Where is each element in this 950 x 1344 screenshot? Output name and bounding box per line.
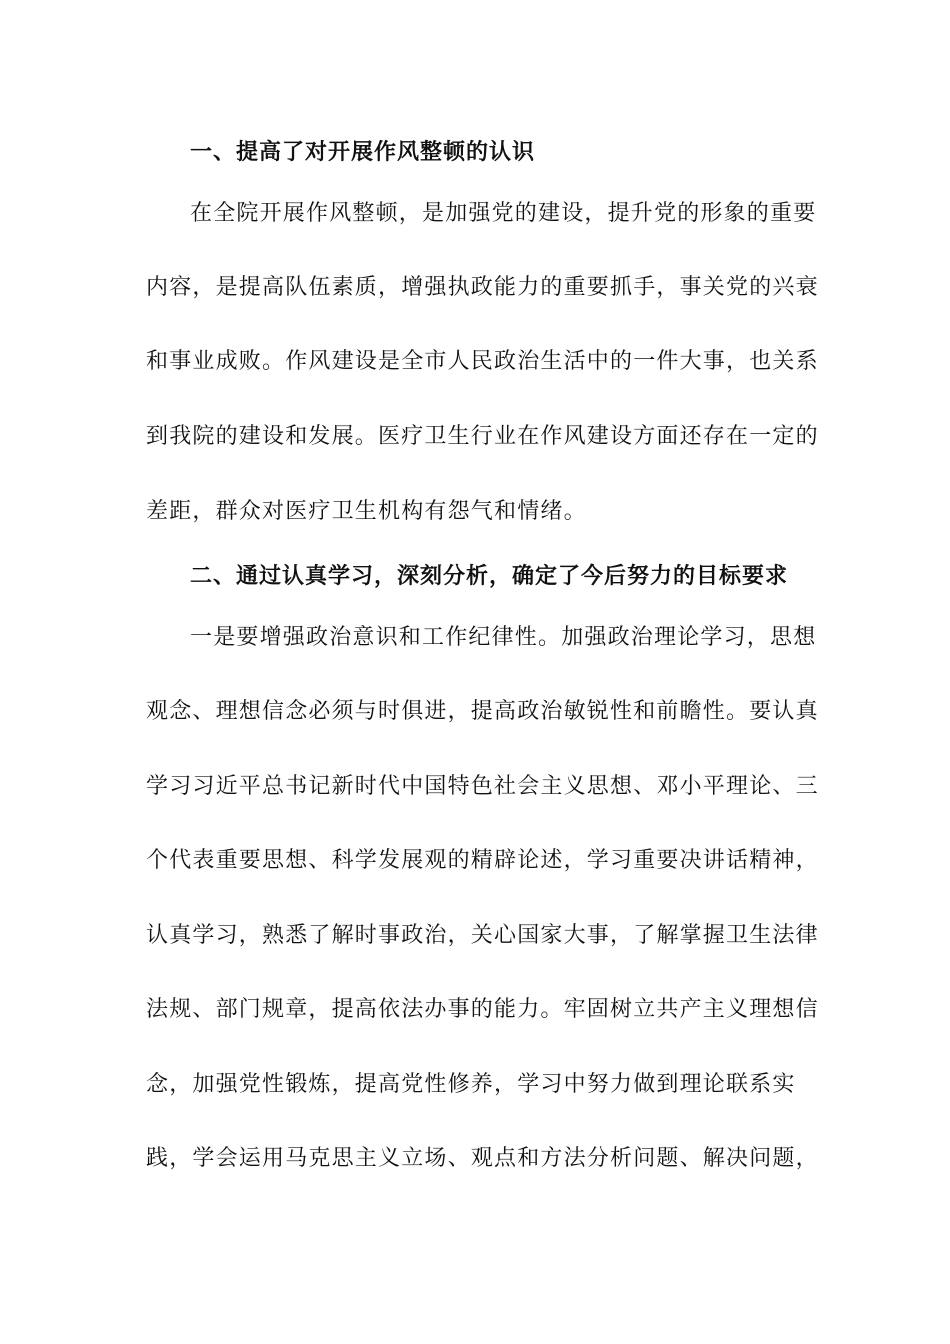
paragraph-line: 践，学会运用马克思主义立场、观点和方法分析问题、解决问题， [146, 1146, 819, 1171]
paragraph-line: 认真学习，熟悉了解时事政治，关心国家大事，了解掌握卫生法律 [146, 923, 819, 948]
paragraph-line: 念，加强党性锻炼，提高党性修养，学习中努力做到理论联系实 [146, 1072, 796, 1097]
section-heading-2: 二、通过认真学习，深刻分析，确定了今后努力的目标要求 [190, 563, 789, 589]
paragraph-line: 在全院开展作风整顿，是加强党的建设，提升党的形象的重要 [190, 201, 817, 226]
paragraph-line: 和事业成败。作风建设是全市人民政治生活中的一件大事，也关系 [146, 349, 819, 374]
paragraph-line: 观念、理想信念必须与时俱进，提高政治敏锐性和前瞻性。要认真 [146, 699, 819, 724]
paragraph-line: 一是要增强政治意识和工作纪律性。加强政治理论学习，思想 [190, 625, 817, 650]
paragraph-line: 内容，是提高队伍素质，增强执政能力的重要抓手，事关党的兴衰 [146, 275, 819, 300]
paragraph-line: 个代表重要思想、科学发展观的精辟论述，学习重要决讲话精神， [146, 848, 819, 873]
paragraph-line: 学习习近平总书记新时代中国特色社会主义思想、邓小平理论、三 [146, 774, 819, 799]
section-heading-1: 一、提高了对开展作风整顿的认识 [190, 139, 536, 165]
paragraph-line: 差距，群众对医疗卫生机构有怨气和情绪。 [146, 499, 587, 524]
paragraph-line: 到我院的建设和发展。医疗卫生行业在作风建设方面还存在一定的 [146, 424, 819, 449]
paragraph-line: 法规、部门规章，提高依法办事的能力。牢固树立共产主义理想信 [146, 997, 819, 1022]
